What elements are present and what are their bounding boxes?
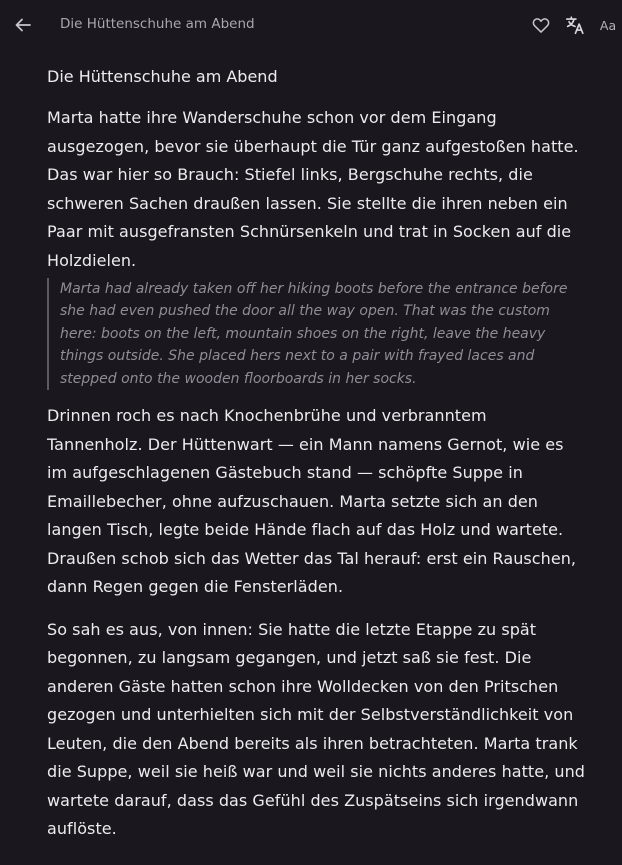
- paragraph-1: Marta hatte ihre Wanderschuhe schon vor dem Eingang ausgezogen, bevor sie überhaupt die Tür ganz aufgestoßen hatte. Das war hier so Brauch: Stiefel links, Bergschuhe rechts, die schweren Sachen draußen lassen. Sie stellte die ihren neben ein Paar mit ausgefransten Schnürsenkeln und trat in Socken auf die Holzdielen.: [47, 108, 579, 270]
- reader-header: [0, 0, 622, 50]
- paragraph-spacer: [47, 602, 587, 616]
- paragraph-1-translation: Marta had already taken off her hiking boots before the entrance before she had even pushed the door all the way open. That was the custom here: boots on the left, mountain shoes on the right, leave the heavy things outside. She placed hers next to a pair with frayed laces and stepped onto the wooden floorboards in her socks.: [47, 278, 587, 390]
- header-title: Die Hüttenschuhe am Abend: [60, 16, 255, 32]
- chapter-title: Die Hüttenschuhe am Abend: [47, 67, 278, 86]
- paragraph-3: So sah es aus, von innen: Sie hatte die letzte Etappe zu spät begonnen, zu langsam gegangen, und jetzt saß sie fest. Die anderen Gäste hatten schon ihre Wolldecken von den Pritschen gezogen und unterhielten sich mit der Selbstverständlichkeit von Leuten, die den Abend bereits als ihren betrachteten. Marta trank die Suppe, weil sie heiß war und weil sie nichts anderes hatte, und wartete darauf, dass das Gefühl des Zuspätseins sich irgendwann auflöste.: [47, 619, 586, 839]
- arrow-left-icon: [12, 14, 34, 36]
- font-size-button[interactable]: Aa: [599, 17, 617, 33]
- translate-button[interactable]: [563, 13, 587, 37]
- heart-outline-icon: [531, 15, 551, 35]
- favorite-button[interactable]: [529, 13, 553, 37]
- paragraph-2: Drinnen roch es nach Knochenbrühe und verbranntem Tannenholz. Der Hüttenwart — ein Mann namens Gernot, wie es im aufgeschlagenen Gästebuch stand — schöpfte Suppe in Emaillebecher, ohne aufzuschauen. Marta setzte sich an den langen Tisch, legte beide Hände flach auf das Holz und wartete. Draußen schob sich das Wetter das Tal herauf: erst ein Rauschen, dann Regen gegen die Fensterläden.: [47, 406, 577, 597]
- article-body: [47, 62, 587, 844]
- back-button[interactable]: [12, 14, 34, 36]
- translate-icon: [564, 14, 586, 36]
